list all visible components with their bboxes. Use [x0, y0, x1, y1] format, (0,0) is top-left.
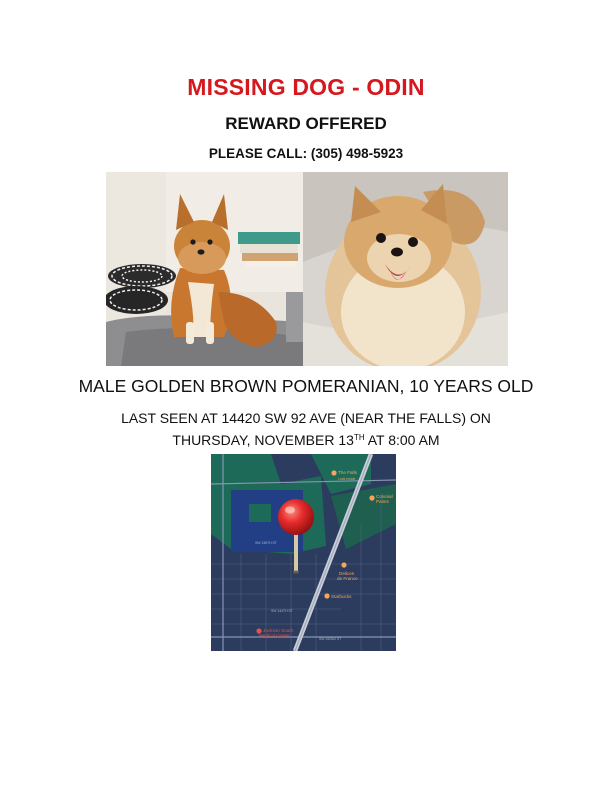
svg-text:Palms: Palms — [376, 499, 389, 504]
dog-photo-sitting — [106, 172, 303, 366]
svg-text:SW 152ND ST: SW 152ND ST — [319, 637, 342, 641]
poi-colonial: Colonial — [376, 494, 393, 499]
svg-text:SW 136TH ST: SW 136TH ST — [255, 541, 277, 545]
last-seen-info — [0, 408, 612, 450]
last-seen-line-2: THURSDAY, NOVEMBER 13TH AT 8:00 AM — [172, 432, 440, 448]
poi-starbucks: Starbucks — [331, 594, 352, 599]
svg-text:Look Inside: Look Inside — [338, 477, 356, 481]
reward-text: REWARD OFFERED — [225, 114, 387, 133]
dog-description: MALE GOLDEN BROWN POMERANIAN, 10 YEARS OLD — [78, 376, 534, 396]
dog-photos — [106, 172, 508, 366]
svg-text:de France: de France — [337, 576, 358, 581]
poi-the-falls: The Falls — [338, 470, 357, 475]
flyer-title: MISSING DOG - ODIN — [187, 74, 425, 100]
svg-text:SW 144TH ST: SW 144TH ST — [271, 609, 293, 613]
location-map — [211, 454, 396, 651]
poi-jackson: Jackson South — [263, 628, 294, 633]
contact-phone: PLEASE CALL: (305) 498-5923 — [208, 146, 404, 161]
poi-delices: Delices — [339, 571, 355, 576]
last-seen-line-1: LAST SEEN AT 14420 SW 92 AVE (NEAR THE FALLS) ON — [121, 410, 491, 426]
dog-photo-closeup — [303, 172, 508, 366]
svg-text:Medical Center: Medical Center — [259, 633, 290, 638]
